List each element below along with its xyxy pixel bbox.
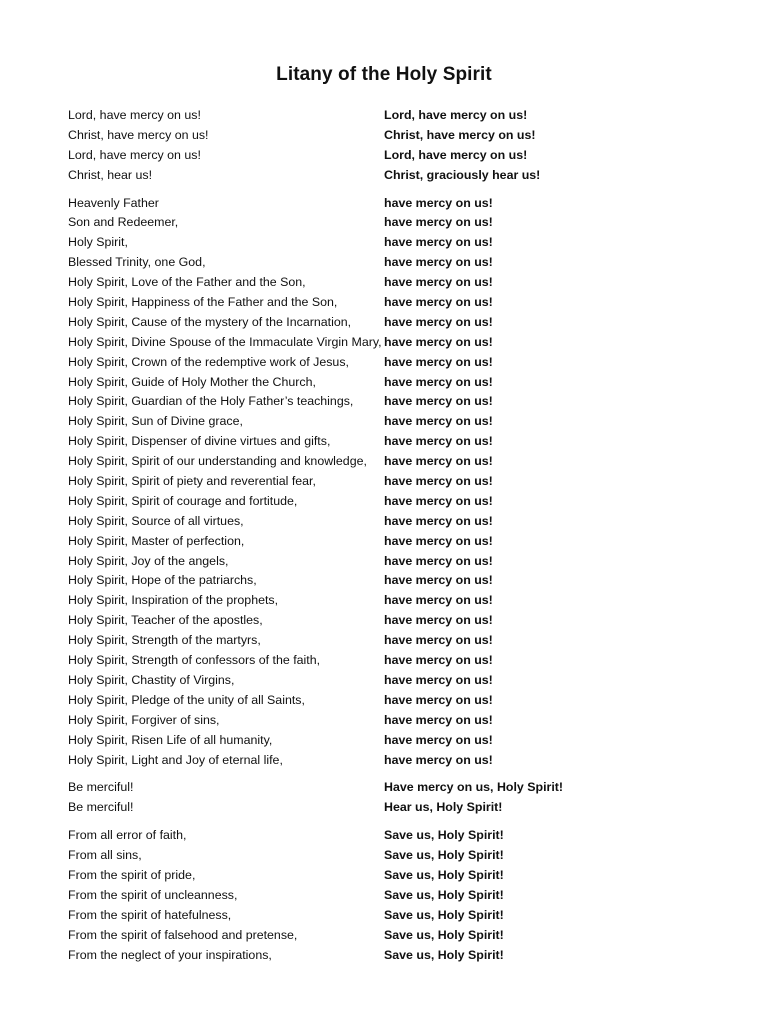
litany-line [68, 126, 708, 146]
litany-line [68, 571, 708, 591]
litany-line [68, 711, 708, 731]
litany-line [68, 253, 708, 273]
response-text: have mercy on us! [384, 752, 493, 767]
invocation-text: From the spirit of pride, [68, 867, 196, 882]
litany-line [68, 106, 708, 126]
litany-line [68, 412, 708, 432]
litany-line [68, 472, 708, 492]
invocation-text: Holy Spirit, Spirit of piety and reverential fear, [68, 474, 316, 489]
litany-line [68, 333, 708, 353]
response-text: have mercy on us! [384, 474, 493, 489]
litany-section [68, 826, 708, 965]
response-text: have mercy on us! [384, 434, 493, 449]
litany-line [68, 926, 708, 946]
invocation-text: Holy Spirit, [68, 235, 128, 250]
invocation-text: Holy Spirit, Sun of Divine grace, [68, 414, 243, 429]
response-text: Christ, have mercy on us! [384, 127, 536, 142]
invocation-text: Christ, hear us! [68, 167, 153, 182]
invocation-text: From the spirit of hatefulness, [68, 907, 232, 922]
litany-line [68, 432, 708, 452]
litany-section [68, 778, 708, 818]
litany-line [68, 946, 708, 966]
response-text: have mercy on us! [384, 374, 493, 389]
response-text: have mercy on us! [384, 275, 493, 290]
response-text: Christ, graciously hear us! [384, 167, 541, 182]
litany-line [68, 512, 708, 532]
invocation-text: Holy Spirit, Guardian of the Holy Father’s teachings, [68, 394, 354, 409]
invocation-text: Holy Spirit, Master of perfection, [68, 533, 245, 548]
litany-line [68, 353, 708, 373]
litany-line [68, 731, 708, 751]
invocation-text: Holy Spirit, Inspiration of the prophets, [68, 593, 279, 608]
response-text: Lord, have mercy on us! [384, 147, 528, 162]
litany-line [68, 166, 708, 186]
response-text: have mercy on us! [384, 573, 493, 588]
invocation-text: Holy Spirit, Cause of the mystery of the Incarnation, [68, 314, 352, 329]
response-text: have mercy on us! [384, 533, 493, 548]
response-text: Save us, Holy Spirit! [384, 867, 504, 882]
invocation-text: Holy Spirit, Light and Joy of eternal life, [68, 752, 283, 767]
invocation-text: From all error of faith, [68, 828, 187, 843]
litany-line [68, 591, 708, 611]
invocation-text: From the spirit of falsehood and pretense, [68, 927, 298, 942]
litany-line [68, 233, 708, 253]
invocation-text: Holy Spirit, Forgiver of sins, [68, 712, 220, 727]
invocation-text: Lord, have mercy on us! [68, 108, 201, 122]
response-text: Have mercy on us, Holy Spirit! [384, 780, 564, 795]
invocation-text: Holy Spirit, Dispenser of divine virtues and gifts, [68, 434, 331, 449]
invocation-text: From the spirit of uncleanness, [68, 887, 238, 902]
litany-section [68, 106, 708, 186]
litany-line [68, 392, 708, 412]
invocation-text: Holy Spirit, Joy of the angels, [68, 553, 229, 568]
response-text: have mercy on us! [384, 215, 493, 230]
response-text: have mercy on us! [384, 732, 493, 747]
invocation-text: Holy Spirit, Teacher of the apostles, [68, 613, 263, 628]
response-text: Hear us, Holy Spirit! [384, 800, 503, 815]
litany-line [68, 552, 708, 572]
invocation-text: Lord, have mercy on us! [68, 147, 201, 162]
response-text: have mercy on us! [384, 593, 493, 608]
litany-line [68, 846, 708, 866]
response-text: have mercy on us! [384, 255, 493, 270]
response-text: have mercy on us! [384, 195, 493, 210]
response-text: have mercy on us! [384, 414, 493, 429]
response-text: Save us, Holy Spirit! [384, 947, 504, 962]
response-text: have mercy on us! [384, 653, 493, 668]
invocation-text: From all sins, [68, 848, 142, 863]
litany-line [68, 611, 708, 631]
litany-line [68, 452, 708, 472]
litany-line [68, 492, 708, 512]
invocation-text: Holy Spirit, Happiness of the Father and the Son, [68, 295, 338, 310]
litany-line [68, 866, 708, 886]
invocation-text: Blessed Trinity, one God, [68, 255, 206, 270]
response-text: Lord, have mercy on us! [384, 108, 528, 122]
response-text: have mercy on us! [384, 454, 493, 469]
litany-line [68, 273, 708, 293]
response-text: Save us, Holy Spirit! [384, 887, 504, 902]
litany-line [68, 886, 708, 906]
litany-line [68, 751, 708, 771]
response-text: Save us, Holy Spirit! [384, 927, 504, 942]
response-text: Save us, Holy Spirit! [384, 828, 504, 843]
response-text: have mercy on us! [384, 692, 493, 707]
response-text: have mercy on us! [384, 633, 493, 648]
invocation-text: Heavenly Father [68, 195, 159, 210]
litany-line [68, 778, 708, 798]
invocation-text: Be merciful! [68, 780, 134, 795]
litany-line [68, 146, 708, 166]
response-text: have mercy on us! [384, 354, 493, 369]
litany-line [68, 213, 708, 233]
response-text: have mercy on us! [384, 334, 493, 349]
litany-line [68, 798, 708, 818]
litany-line [68, 691, 708, 711]
invocation-text: Be merciful! [68, 800, 134, 815]
invocation-text: Holy Spirit, Guide of Holy Mother the Church, [68, 374, 316, 389]
litany-line [68, 826, 708, 846]
response-text: have mercy on us! [384, 553, 493, 568]
litany-line [68, 293, 708, 313]
invocation-text: Holy Spirit, Chastity of Virgins, [68, 672, 235, 687]
litany-line [68, 651, 708, 671]
invocation-text: From the neglect of your inspirations, [68, 947, 272, 962]
response-text: have mercy on us! [384, 613, 493, 628]
litany-list [68, 106, 708, 973]
response-text: have mercy on us! [384, 712, 493, 727]
litany-line [68, 671, 708, 691]
litany-line [68, 532, 708, 552]
invocation-text: Christ, have mercy on us! [68, 127, 209, 142]
page-title: Litany of the Holy Spirit [276, 64, 492, 85]
invocation-text: Holy Spirit, Pledge of the unity of all Saints, [68, 692, 305, 707]
invocation-text: Holy Spirit, Divine Spouse of the Immaculate Virgin Mary, [68, 334, 382, 349]
invocation-text: Son and Redeemer, [68, 215, 179, 230]
invocation-text: Holy Spirit, Risen Life of all humanity, [68, 732, 273, 747]
response-text: have mercy on us! [384, 513, 493, 528]
invocation-text: Holy Spirit, Source of all virtues, [68, 513, 244, 528]
response-text: have mercy on us! [384, 672, 493, 687]
invocation-text: Holy Spirit, Crown of the redemptive work of Jesus, [68, 354, 349, 369]
response-text: have mercy on us! [384, 235, 493, 250]
response-text: have mercy on us! [384, 493, 493, 508]
litany-line [68, 373, 708, 393]
response-text: have mercy on us! [384, 295, 493, 310]
invocation-text: Holy Spirit, Strength of the martyrs, [68, 633, 261, 648]
response-text: have mercy on us! [384, 314, 493, 329]
litany-line [68, 194, 708, 214]
litany-line [68, 906, 708, 926]
invocation-text: Holy Spirit, Strength of confessors of the faith, [68, 653, 321, 668]
response-text: Save us, Holy Spirit! [384, 907, 504, 922]
response-text: have mercy on us! [384, 394, 493, 409]
invocation-text: Holy Spirit, Spirit of courage and fortitude, [68, 493, 298, 508]
litany-section [68, 194, 708, 771]
litany-line [68, 631, 708, 651]
invocation-text: Holy Spirit, Hope of the patriarchs, [68, 573, 257, 588]
response-text: Save us, Holy Spirit! [384, 848, 504, 863]
litany-line [68, 313, 708, 333]
invocation-text: Holy Spirit, Love of the Father and the Son, [68, 275, 306, 290]
invocation-text: Holy Spirit, Spirit of our understanding and knowledge, [68, 454, 367, 469]
